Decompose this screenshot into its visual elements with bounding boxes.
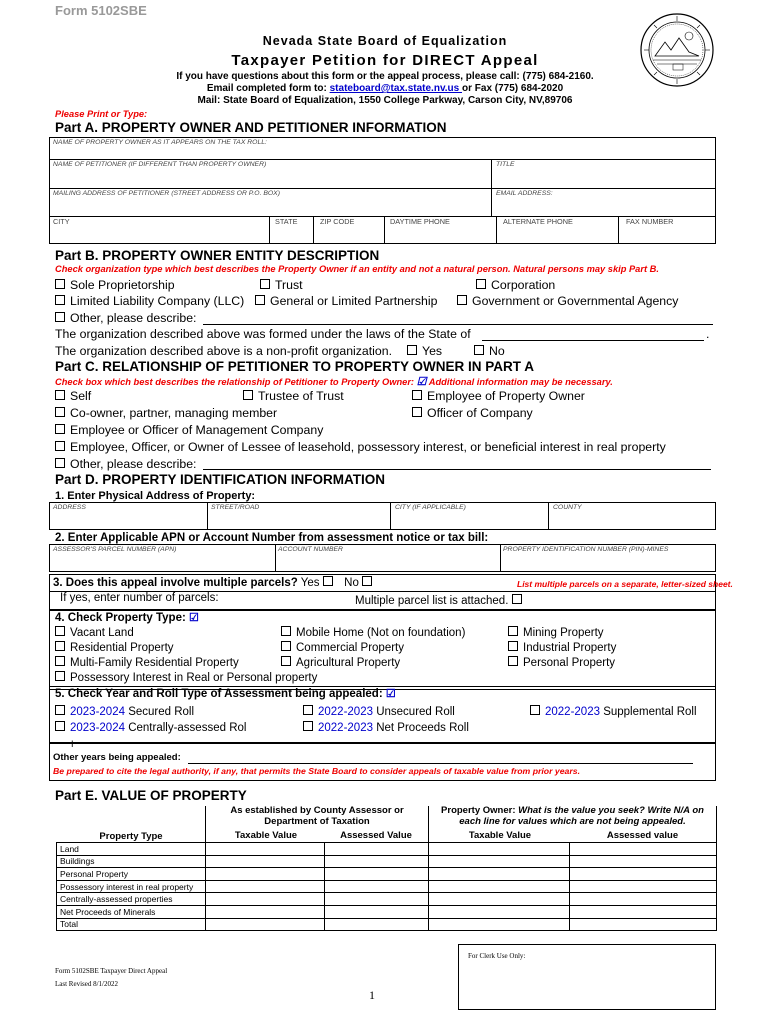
value-cell[interactable] [569, 893, 716, 906]
q3-yes-checkbox[interactable] [323, 576, 333, 586]
value-cell[interactable] [325, 843, 428, 856]
attached-label: Multiple parcel list is attached. [355, 595, 509, 607]
checkbox-icon [508, 656, 518, 666]
checkbox-icon [55, 656, 65, 666]
table-row [57, 880, 717, 893]
value-table [56, 842, 717, 931]
part-c-instruction-text: Check box which best describes the relationship of Petitioner to Property Owner: [55, 377, 415, 387]
page-number: 1 [369, 988, 375, 1002]
residential-label: Residential Property [70, 642, 174, 654]
daytime-phone-field[interactable]: DAYTIME PHONE [390, 217, 450, 226]
q3-no-label: No [344, 577, 359, 589]
q3-label: 3. Does this appeal involve multiple parcels? [53, 577, 298, 589]
taxable-value-header: Taxable Value [234, 830, 298, 841]
possessory-label: Possessory Interest in Real or Personal property [70, 672, 318, 684]
checkbox-icon [55, 279, 65, 289]
checkbox-icon [508, 641, 518, 651]
lessee-label: Employee, Officer, or Owner of Lessee of leasehold, possessory interest, or beneficial interest in real property [70, 440, 666, 454]
checkbox-icon [55, 671, 65, 681]
value-cell[interactable] [428, 905, 569, 918]
value-cell[interactable] [325, 855, 428, 868]
attached-checkbox[interactable] [512, 594, 522, 604]
year-label: 2022-2023 [318, 722, 373, 734]
part-b-instruction: Check organization type which best describes the Property Owner if an entity and not a natural person. Natural persons may skip Part B. [55, 264, 659, 274]
mining-checkbox[interactable] [508, 626, 604, 639]
unsecured-roll-checkbox[interactable] [303, 705, 455, 718]
q5-label [55, 687, 396, 700]
checkmark-icon: ☑ [189, 612, 199, 624]
owner-name-field[interactable]: NAME OF PROPERTY OWNER AS IT APPEARS ON THE TAX ROLL: [53, 139, 267, 146]
owner-header-label: Property Owner: [441, 805, 516, 816]
roll-label: Unsecured Roll [376, 706, 455, 718]
account-number-field[interactable]: ACCOUNT NUMBER [278, 546, 343, 553]
checkmark-icon: ☑ [385, 688, 396, 700]
possessory-checkbox[interactable] [55, 671, 317, 684]
llc-checkbox[interactable] [55, 294, 244, 308]
roll-label: Net Proceeds Roll [376, 722, 469, 734]
email-field[interactable]: EMAIL ADDRESS: [496, 190, 553, 197]
nonprofit-yes-checkbox[interactable] [407, 344, 442, 358]
email-link[interactable]: stateboard@tax.state.nv.us [329, 83, 462, 94]
assessed-value-header: Assessed Value [340, 830, 412, 841]
checkbox-icon [55, 424, 65, 434]
checkbox-icon [412, 390, 422, 400]
value-cell[interactable] [428, 868, 569, 881]
property-type-header: Property Type [99, 831, 163, 842]
checkbox-icon [476, 279, 486, 289]
other-relationship-checkbox[interactable] [55, 457, 196, 471]
checkbox-icon [55, 721, 65, 731]
value-cell[interactable] [428, 880, 569, 893]
partnership-label: General or Limited Partnership [270, 294, 438, 308]
other-relationship-input[interactable] [203, 469, 711, 470]
government-label: Government or Governmental Agency [472, 294, 679, 308]
q5-text: 5. Check Year and Roll Type of Assessment being appealed: [55, 688, 383, 700]
part-a-title: Part A. PROPERTY OWNER AND PETITIONER INFORMATION [55, 120, 447, 135]
personal-label: Personal Property [523, 657, 616, 669]
commercial-label: Commercial Property [296, 642, 404, 654]
value-cell[interactable] [569, 868, 716, 881]
trust-label: Trust [275, 278, 303, 292]
employee-owner-checkbox[interactable] [412, 389, 585, 403]
clerk-use-label: For Clerk Use Only: [468, 952, 526, 960]
self-checkbox[interactable] [55, 389, 91, 403]
management-label: Employee or Officer of Management Company [70, 423, 324, 437]
other-years-label: Other years being appealed: [53, 752, 181, 763]
mobile-label: Mobile Home (Not on foundation) [296, 627, 466, 639]
multifamily-label: Multi-Family Residential Property [70, 657, 239, 669]
state-seal-icon [639, 12, 715, 88]
value-cell[interactable] [325, 868, 428, 881]
checkbox-icon [474, 345, 484, 355]
row-label: Possessory interest in real property [57, 880, 206, 893]
industrial-label: Industrial Property [523, 642, 617, 654]
no-label: No [489, 344, 505, 358]
value-cell[interactable] [569, 843, 716, 856]
address-grid [49, 502, 716, 530]
table-row [57, 918, 717, 931]
checkbox-icon [55, 705, 65, 715]
yes-label: Yes [422, 344, 443, 358]
mail-line: Mail: State Board of Equalization, 1550 College Parkway, Carson City, NV,89706 [197, 95, 573, 106]
other-relationship-label: Other, please describe: [70, 457, 197, 471]
value-cell[interactable] [325, 880, 428, 893]
mobile-home-checkbox[interactable] [281, 626, 465, 639]
officer-checkbox[interactable] [412, 406, 533, 420]
checkbox-icon [508, 626, 518, 636]
vacant-label: Vacant Land [70, 627, 134, 639]
management-checkbox[interactable] [55, 423, 323, 437]
attached-row [355, 594, 527, 607]
partnership-checkbox[interactable] [255, 294, 437, 308]
table-row [57, 868, 717, 881]
industrial-checkbox[interactable] [508, 641, 616, 654]
city-field[interactable]: CITY [53, 217, 70, 226]
year-label: 2022-2023 [545, 706, 600, 718]
q3-no-checkbox[interactable] [362, 576, 372, 586]
checkmark-icon: ☑ [416, 376, 427, 388]
value-cell[interactable] [206, 893, 325, 906]
roll-label: Secured Roll [128, 706, 195, 718]
checkbox-icon [260, 279, 270, 289]
other-entity-checkbox[interactable] [55, 311, 196, 325]
county-field[interactable]: COUNTY [553, 504, 582, 511]
footer-revised: Last Revised 8/1/2022 [55, 980, 118, 988]
coowner-label: Co-owner, partner, managing member [70, 406, 278, 420]
checkbox-icon [457, 295, 467, 305]
part-c-instruction [55, 375, 613, 388]
checkbox-icon [255, 295, 265, 305]
questions-line: If you have questions about this form or the appeal process, please call: (775) 684-2160. [176, 71, 594, 82]
street-field[interactable]: STREET/ROAD [211, 504, 260, 511]
trust-checkbox[interactable] [260, 278, 303, 292]
num-parcels-label: If yes, enter number of parcels: [60, 592, 219, 604]
value-cell[interactable] [569, 855, 716, 868]
other-label: Other, please describe: [70, 311, 197, 325]
checkbox-icon [55, 390, 65, 400]
petitioner-name-field[interactable]: NAME OF PETITIONER (IF DIFFERENT THAN PROPERTY OWNER) [53, 161, 267, 168]
corporation-checkbox[interactable] [476, 278, 555, 292]
part-d-title: Part D. PROPERTY IDENTIFICATION INFORMATION [55, 472, 386, 487]
mining-label: Mining Property [523, 627, 604, 639]
checkbox-icon [281, 626, 291, 636]
part-c-title: Part C. RELATIONSHIP OF PETITIONER TO PROPERTY OWNER IN PART A [55, 359, 535, 374]
agency-name: Nevada State Board of Equalization [262, 34, 508, 48]
checkbox-icon [407, 345, 417, 355]
pin-field[interactable]: PROPERTY IDENTIFICATION NUMBER (PIN)-MINES [503, 546, 669, 553]
checkbox-icon [55, 407, 65, 417]
net-proceeds-roll-checkbox[interactable] [303, 721, 469, 734]
centrally-assessed-roll-checkbox[interactable] [55, 721, 246, 734]
fax-text: or Fax (775) 684-2020 [462, 83, 564, 94]
row-label: Buildings [57, 855, 206, 868]
nonprofit-no-checkbox[interactable] [474, 344, 505, 358]
value-cell[interactable] [428, 893, 569, 906]
checkbox-icon [412, 407, 422, 417]
state-formed-input[interactable] [482, 340, 704, 341]
value-cell[interactable] [569, 880, 716, 893]
other-entity-input[interactable] [203, 324, 713, 325]
row-label: Net Proceeds of Minerals [57, 905, 206, 918]
row-label: Centrally-assessed properties [57, 893, 206, 906]
checkbox-icon [55, 641, 65, 651]
q3-row [53, 576, 377, 589]
lessee-checkbox[interactable] [55, 440, 666, 454]
checkbox-icon [243, 390, 253, 400]
part-e-title: Part E. VALUE OF PROPERTY [55, 788, 247, 803]
corporation-label: Corporation [491, 278, 556, 292]
city-property-field[interactable]: CITY (IF APPLICABLE) [395, 504, 466, 511]
checkbox-icon [55, 441, 65, 451]
checkbox-icon [55, 312, 65, 322]
owner-header [430, 805, 715, 827]
personal-property-checkbox[interactable] [508, 656, 615, 669]
value-cell[interactable] [569, 905, 716, 918]
roll-label: Centrally-assessed Rol [128, 722, 247, 734]
checkbox-icon [55, 626, 65, 636]
owner-assessed-header: Assessed value [606, 830, 679, 841]
government-checkbox[interactable] [457, 294, 678, 308]
year-label: 2023-2024 [70, 722, 125, 734]
sole-label: Sole Proprietorship [70, 278, 175, 292]
row-label: Total [57, 918, 206, 931]
sole-proprietorship-checkbox[interactable] [55, 278, 175, 292]
value-cell[interactable] [206, 855, 325, 868]
checkbox-icon [281, 656, 291, 666]
print-note: Please Print or Type: [55, 109, 148, 119]
checkbox-icon [303, 721, 313, 731]
value-cell[interactable] [206, 843, 325, 856]
title-field[interactable]: TITLE [496, 161, 515, 168]
zip-field[interactable]: ZIP CODE [320, 217, 355, 226]
table-row [57, 905, 717, 918]
other-years-input[interactable] [188, 763, 693, 764]
year-label: 2022-2023 [318, 706, 373, 718]
apn-field[interactable]: ASSESSOR'S PARCEL NUMBER (APN) [53, 546, 177, 553]
roll-label: Supplemental Roll [603, 706, 697, 718]
multifamily-checkbox[interactable] [55, 656, 239, 669]
mailing-address-field[interactable]: MAILING ADDRESS OF PETITIONER (STREET ADDRESS OR P.O. BOX) [53, 190, 280, 197]
q3-yes-label: Yes [300, 577, 320, 589]
agricultural-checkbox[interactable] [281, 656, 400, 669]
value-cell[interactable] [206, 905, 325, 918]
value-cell[interactable] [428, 843, 569, 856]
self-label: Self [70, 389, 92, 403]
checkbox-icon [530, 705, 540, 715]
q4-label [55, 611, 199, 624]
commercial-checkbox[interactable] [281, 641, 404, 654]
value-cell[interactable] [325, 893, 428, 906]
value-cell[interactable] [206, 880, 325, 893]
value-cell[interactable] [325, 918, 428, 931]
secured-roll-checkbox[interactable] [55, 705, 194, 718]
employee-owner-label: Employee of Property Owner [427, 389, 585, 403]
part-b-title: Part B. PROPERTY OWNER ENTITY DESCRIPTION [55, 248, 380, 263]
laws-period: . [706, 327, 710, 341]
state-field[interactable]: STATE [275, 217, 298, 226]
checkbox-icon [55, 458, 65, 468]
officer-label: Officer of Company [427, 406, 533, 420]
owner-taxable-header: Taxable Value [468, 830, 532, 841]
trustee-checkbox[interactable] [243, 389, 344, 403]
vacant-land-checkbox[interactable] [55, 626, 134, 639]
coowner-checkbox[interactable] [55, 406, 277, 420]
address-field[interactable]: ADDRESS [53, 504, 86, 511]
list-parcels-note: List multiple parcels on a separate, letter-sized sheet. [517, 579, 733, 589]
supplemental-roll-checkbox[interactable] [530, 705, 697, 718]
checkbox-icon [55, 295, 65, 305]
assessor-header: As established by County Assessor or Department of Taxation [230, 805, 404, 827]
trustee-label: Trustee of Trust [258, 389, 344, 403]
form-number: Form 5102SBE [55, 3, 147, 18]
cursor-mark: I [71, 739, 74, 749]
value-cell[interactable] [206, 868, 325, 881]
footer-form-name: Form 5102SBE Taxpayer Direct Appeal [55, 967, 168, 975]
row-label: Land [57, 843, 206, 856]
q2-label: 2. Enter Applicable APN or Account Number from assessment notice or tax bill: [55, 532, 489, 544]
table-row [57, 855, 717, 868]
value-cell[interactable] [428, 918, 569, 931]
agricultural-label: Agricultural Property [296, 657, 401, 669]
residential-checkbox[interactable] [55, 641, 174, 654]
row-label: Personal Property [57, 868, 206, 881]
year-label: 2023-2024 [70, 706, 125, 718]
legal-authority-note: Be prepared to cite the legal authority, if any, that permits the State Board to consider appeals of taxable value from prior years. [53, 766, 581, 776]
form-title: Taxpayer Petition for DIRECT Appeal [231, 52, 539, 69]
checkbox-icon [281, 641, 291, 651]
llc-label: Limited Liability Company (LLC) [70, 294, 245, 308]
value-cell[interactable] [325, 905, 428, 918]
value-cell[interactable] [569, 918, 716, 931]
table-row [57, 893, 717, 906]
q1-label: 1. Enter Physical Address of Property: [55, 490, 256, 502]
alternate-phone-field[interactable]: ALTERNATE PHONE [503, 217, 573, 226]
checkbox-icon [303, 705, 313, 715]
email-prefix: Email completed form to: [206, 83, 330, 94]
table-row [57, 843, 717, 856]
q4-text: 4. Check Property Type: [55, 612, 186, 624]
nonprofit-text: The organization described above is a non-profit organization. [55, 344, 393, 358]
part-c-instruction-text2: Additional information may be necessary. [428, 377, 613, 387]
formed-under-laws-text: The organization described above was formed under the laws of the State of [55, 327, 471, 341]
fax-number-field[interactable]: FAX NUMBER [626, 217, 674, 226]
value-cell[interactable] [428, 855, 569, 868]
owner-header-text: What is the value you seek? Write N/A on each line for values which are not being appealed. [459, 805, 704, 827]
value-cell[interactable] [206, 918, 325, 931]
